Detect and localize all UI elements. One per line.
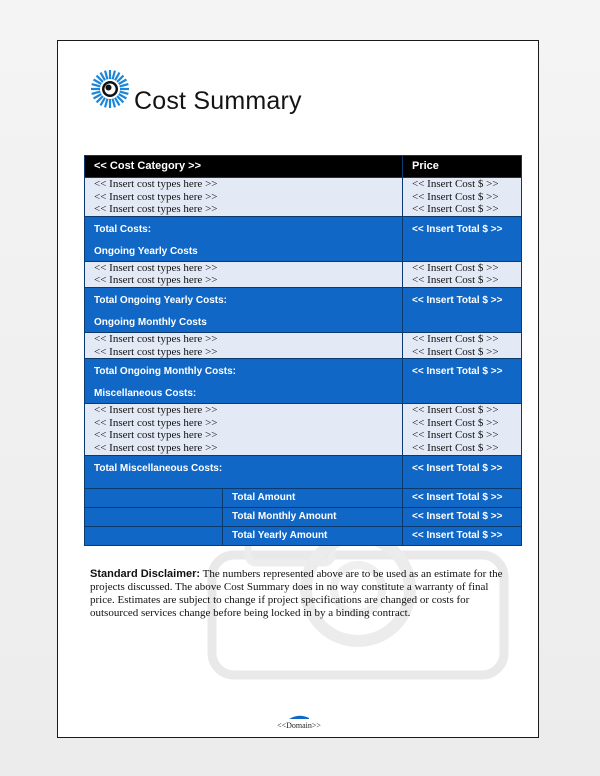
- summary-row: [85, 507, 522, 526]
- section-heading: Ongoing Yearly Costs: [94, 245, 198, 257]
- cost-types-cell: [85, 404, 403, 455]
- section-total-label-cell: [85, 287, 403, 332]
- cost-type-placeholder: << Insert cost types here >>: [94, 345, 218, 358]
- section-heading: Ongoing Monthly Costs: [94, 316, 207, 328]
- section-total-value-cell: [403, 455, 522, 488]
- cost-type-placeholder: << Insert cost types here >>: [94, 261, 218, 274]
- cost-type-placeholder: << Insert cost types here >>: [94, 178, 218, 190]
- column-header-price: Price: [403, 156, 522, 178]
- cost-type-placeholder: << Insert cost types here >>: [94, 429, 218, 442]
- cost-type-placeholder: << Insert cost types here >>: [94, 404, 218, 417]
- column-header-category: << Cost Category >>: [85, 156, 403, 178]
- summary-value: << Insert Total $ >>: [403, 507, 522, 526]
- cost-price-placeholder: << Insert Cost $ >>: [412, 332, 499, 345]
- cost-items-row: [85, 404, 522, 455]
- section-total-label: Total Miscellaneous Costs:: [94, 462, 223, 474]
- disclaimer-label: Standard Disclaimer:: [90, 568, 201, 580]
- section-total-label: Total Costs:: [94, 223, 152, 235]
- cost-prices-cell: [403, 332, 522, 358]
- cost-type-placeholder: << Insert cost types here >>: [94, 332, 218, 345]
- cost-items-row: [85, 332, 522, 358]
- section-total-value: << Insert Total $ >>: [412, 294, 503, 306]
- summary-spacer-cell: [85, 526, 223, 545]
- footer-swoosh-icon: [288, 714, 310, 720]
- cost-price-placeholder: << Insert Cost $ >>: [412, 274, 499, 287]
- cost-type-placeholder: << Insert cost types here >>: [94, 274, 218, 287]
- cost-prices-cell: [403, 404, 522, 455]
- disclaimer-text: The numbers represented above are to be used as an estimate for the projects discussed. The above Cost Summary does in no way constitute a warranty of final price. Estimates are subject to change if project specifications are changed or costs for outsourced services change before being locked in by a binding contract.: [90, 568, 503, 619]
- summary-spacer-cell: [85, 488, 223, 507]
- cost-items-row: [85, 178, 522, 217]
- section-total-label-cell: [85, 359, 403, 404]
- camera-aperture-logo-icon: [90, 69, 130, 109]
- summary-row: [85, 488, 522, 507]
- summary-label: Total Amount: [223, 488, 403, 507]
- section-heading: Miscellaneous Costs:: [94, 388, 197, 400]
- cost-price-placeholder: << Insert Cost $ >>: [412, 441, 499, 454]
- cost-prices-cell: [403, 261, 522, 287]
- cost-type-placeholder: << Insert cost types here >>: [94, 441, 218, 454]
- cost-price-placeholder: << Insert Cost $ >>: [412, 203, 499, 216]
- section-total-row: [85, 455, 522, 488]
- cost-price-placeholder: << Insert Cost $ >>: [412, 190, 499, 203]
- cost-price-placeholder: << Insert Cost $ >>: [412, 416, 499, 429]
- section-total-value: << Insert Total $ >>: [412, 462, 503, 474]
- cost-type-placeholder: << Insert cost types here >>: [94, 203, 218, 216]
- document-page: [57, 40, 539, 738]
- cost-prices-cell: [403, 178, 522, 217]
- standard-disclaimer: [90, 568, 510, 620]
- table-header-row: [85, 156, 522, 178]
- section-total-value: << Insert Total $ >>: [412, 223, 503, 235]
- section-total-row: [85, 359, 522, 404]
- section-total-row: [85, 216, 522, 261]
- summary-label: Total Monthly Amount: [223, 507, 403, 526]
- section-total-value-cell: [403, 359, 522, 404]
- page-title: Cost Summary: [134, 87, 302, 115]
- cost-summary-table: [84, 155, 522, 546]
- section-total-label: Total Ongoing Monthly Costs:: [94, 366, 237, 378]
- cost-price-placeholder: << Insert Cost $ >>: [412, 178, 499, 190]
- cost-type-placeholder: << Insert cost types here >>: [94, 416, 218, 429]
- cost-price-placeholder: << Insert Cost $ >>: [412, 404, 499, 417]
- section-total-value-cell: [403, 216, 522, 261]
- cost-price-placeholder: << Insert Cost $ >>: [412, 261, 499, 274]
- summary-value: << Insert Total $ >>: [403, 488, 522, 507]
- cost-items-row: [85, 261, 522, 287]
- section-total-label-cell: [85, 455, 403, 488]
- section-total-row: [85, 287, 522, 332]
- section-total-value: << Insert Total $ >>: [412, 366, 503, 378]
- section-total-label-cell: [85, 216, 403, 261]
- cost-types-cell: [85, 332, 403, 358]
- summary-spacer-cell: [85, 507, 223, 526]
- summary-row: [85, 526, 522, 545]
- section-total-value-cell: [403, 287, 522, 332]
- cost-price-placeholder: << Insert Cost $ >>: [412, 345, 499, 358]
- footer-domain: <<Domain>>: [277, 721, 321, 730]
- cost-types-cell: [85, 261, 403, 287]
- cost-type-placeholder: << Insert cost types here >>: [94, 190, 218, 203]
- cost-types-cell: [85, 178, 403, 217]
- cost-price-placeholder: << Insert Cost $ >>: [412, 429, 499, 442]
- section-total-label: Total Ongoing Yearly Costs:: [94, 294, 227, 306]
- summary-label: Total Yearly Amount: [223, 526, 403, 545]
- summary-value: << Insert Total $ >>: [403, 526, 522, 545]
